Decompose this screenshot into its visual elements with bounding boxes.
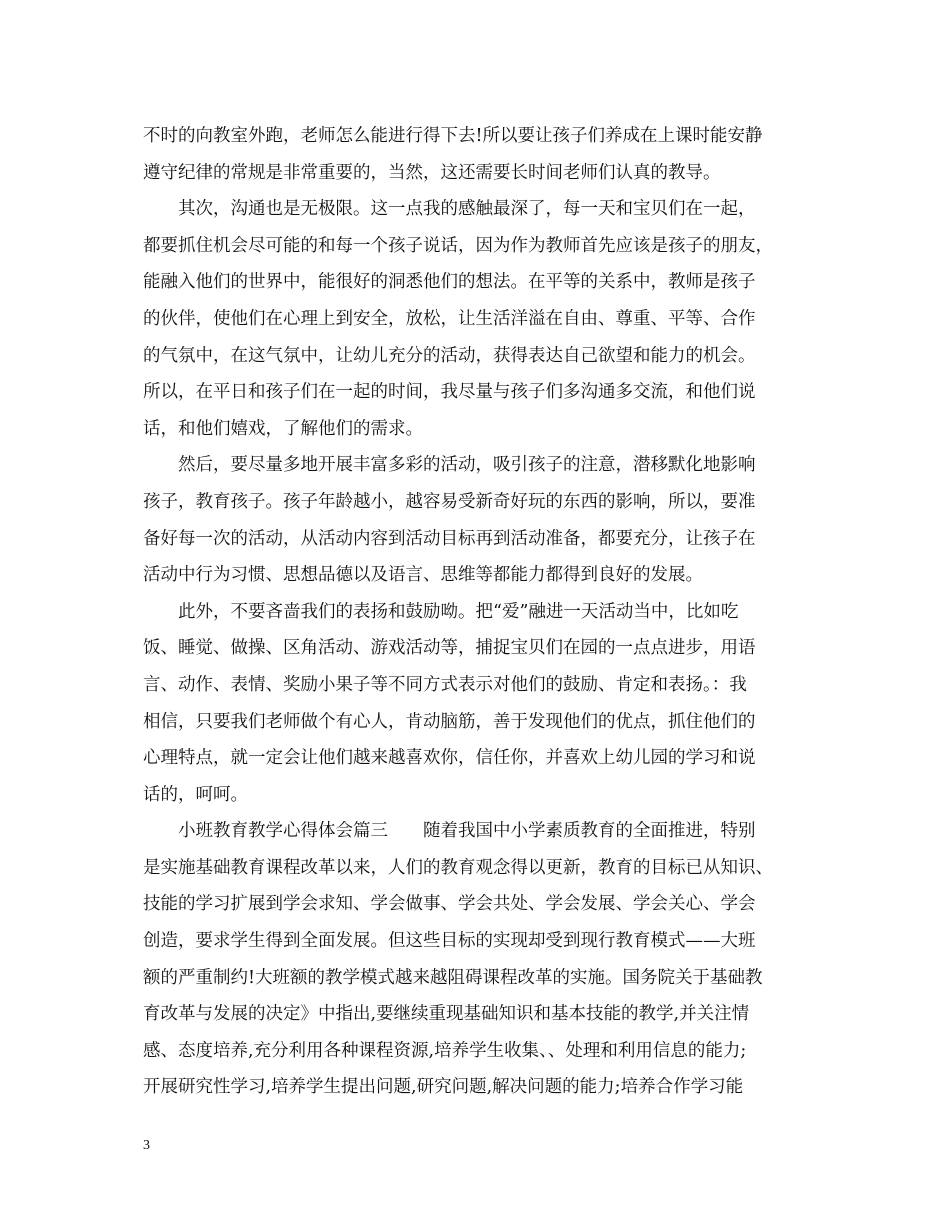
- section-heading-line: 小班教育教学心得体会篇三 随着我国中小学素质教育的全面推进，特别: [178, 821, 756, 842]
- text-line: 能融入他们的世界中，能很好的洞悉他们的想法。在平等的关系中，教师是孩子: [143, 272, 756, 293]
- text-line: 创造，要求学生得到全面发展。但这些目标的实现却受到现行教育模式——大班: [143, 931, 756, 952]
- body-text: [143, 118, 823, 1106]
- text-line: 孩子，教育孩子。孩子年龄越小，越容易受新奇好玩的东西的影响，所以，要准: [143, 491, 756, 512]
- text-line: 感、态度培养,充分利用各种课程资源,培养学生收集、、处理和利用信息的能力;: [143, 1040, 747, 1061]
- text-line: 饭、睡觉、做操、区角活动、游戏活动等，捕捉宝贝们在园的一点点进步，用语: [143, 638, 756, 659]
- text-line: 开展研究性学习,培养学生提出问题,研究问题,解决问题的能力;培养合作学习能: [143, 1077, 744, 1098]
- text-line: 活动中行为习惯、思想品德以及语言、思维等都能力都得到良好的发展。: [143, 565, 703, 586]
- text-line: 的气氛中，在这气氛中，让幼儿充分的活动，获得表达自己欲望和能力的机会。: [143, 345, 756, 366]
- text-line: 相信，只要我们老师做个有心人，肯动脑筋，善于发现他们的优点，抓住他们的: [143, 711, 756, 732]
- text-line: 技能的学习扩展到学会求知、学会做事、学会共处、学会发展、学会关心、学会: [143, 894, 756, 915]
- text-line: 备好每一次的活动，从活动内容到活动目标再到活动准备，都要充分，让孩子在: [143, 528, 756, 549]
- text-line: 都要抓住机会尽可能的和每一个孩子说话，因为作为教师首先应该是孩子的朋友，: [143, 235, 773, 256]
- text-line: 遵守纪律的常规是非常重要的，当然，这还需要长时间老师们认真的教导。: [143, 162, 721, 183]
- text-line: 言、动作、表情、奖励小果子等不同方式表示对他们的鼓励、肯定和表扬。：我: [143, 674, 747, 695]
- paragraph-start-line: 其次，沟通也是无极限。这一点我的感触最深了，每一天和宝贝们在一起，: [178, 199, 756, 220]
- text-line: 的伙伴，使他们在心理上到安全，放松，让生活洋溢在自由、尊重、平等、合作: [143, 308, 756, 329]
- text-line: 所以，在平日和孩子们在一起的时间，我尽量与孩子们多沟通多交流，和他们说: [143, 382, 756, 403]
- text-line: 额的严重制约!大班额的教学模式越来越阻碍课程改革的实施。国务院关于基础教: [143, 967, 763, 988]
- text-line: 不时的向教室外跑，老师怎么能进行得下去!所以要让孩子们养成在上课时能安静: [143, 126, 763, 146]
- page-number: 3: [143, 1138, 150, 1153]
- text-line: 话，和他们嬉戏，了解他们的需求。: [143, 418, 423, 439]
- text-line: 是实施基础教育课程改革以来，人们的教育观念得以更新，教育的目标已从知识、: [143, 857, 773, 878]
- text-line: 话的，呵呵。: [143, 784, 248, 805]
- text-line: 心理特点，就一定会让他们越来越喜欢你，信任你，并喜欢上幼儿园的学习和说: [143, 748, 756, 769]
- paragraph-start-line: 然后，要尽量多地开展丰富多彩的活动，吸引孩子的注意，潜移默化地影响: [178, 455, 756, 476]
- text-line: 育改革与发展的决定》中指出,要继续重现基础知识和基本技能的教学,并关注情: [143, 1004, 750, 1025]
- paragraph-start-line: 此外，不要吝啬我们的表扬和鼓励呦。把“爱”融进一天活动当中，比如吃: [178, 601, 739, 622]
